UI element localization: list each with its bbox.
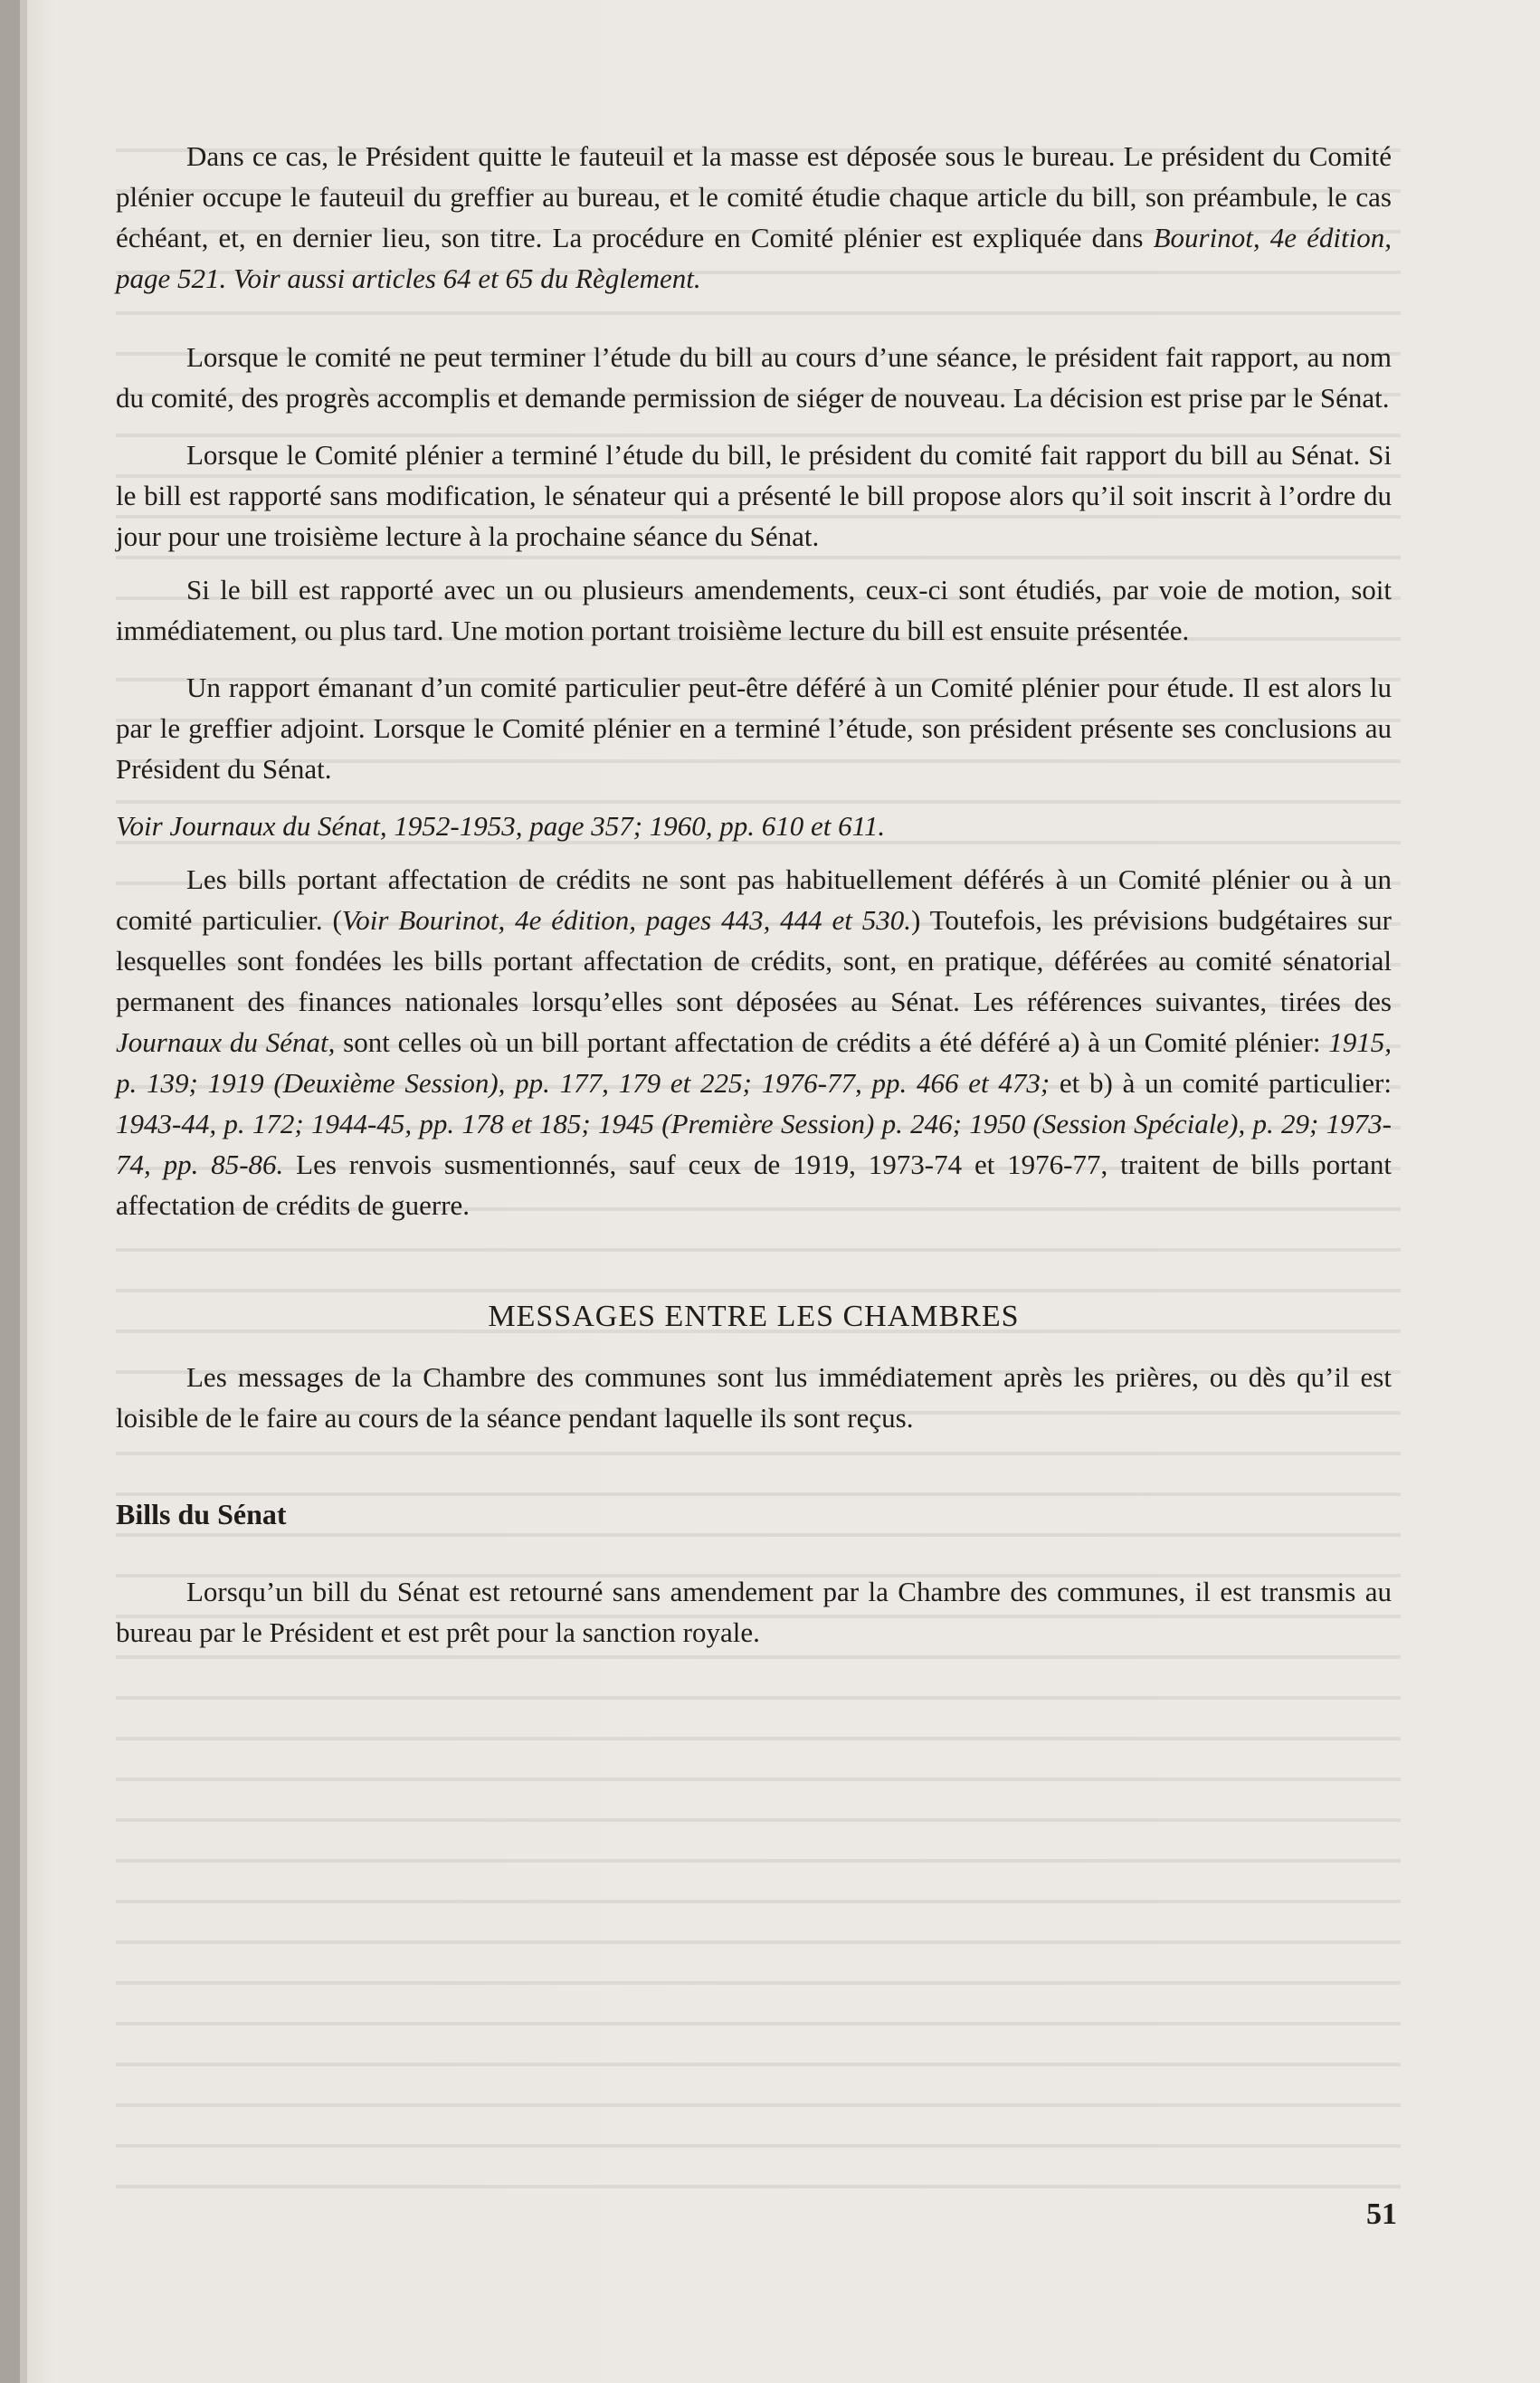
paragraph-3: Lorsque le Comité plénier a terminé l’étude du bill, le président du comité fait rapport du bill au Sénat. Si le bill est rapporté sans modification, le sénateur qui a présenté le bill propose alors qu’il soit inscrit à l’ordre du jour pour une troisième lecture à la prochaine séance du Sénat. [116, 439, 1392, 552]
book-gutter-shadow [20, 0, 27, 2383]
page-number: 51 [1366, 2197, 1397, 2231]
paragraph-1: Dans ce cas, le Président quitte le fauteuil et la masse est déposée sous le bureau. Le président du Comité plénier occupe le fauteuil du greffier au bureau, et le comité étudie chaque article du bill, son préambule, le cas échéant, et, en dernier lieu, son titre. La procédure en Comité plénier est expliquée dans Bourinot, 4e édition, page 521. Voir aussi articles 64 et 65 du Règlement. [116, 140, 1392, 294]
subheading-bills-du-senat: Bills du Sénat [116, 1498, 287, 1530]
paragraph-5: Un rapport émanant d’un comité particulier peut-être déféré à un Comité plénier pour étude. Il est alors lu par le greffier adjoint. Lorsque le Comité plénier en a terminé l’étude, son président présente ses conclusions au Président du Sénat. [116, 672, 1392, 785]
paragraph-8: Les messages de la Chambre des communes sont lus immédiatement après les prières, ou dès qu’il est loisible de le faire au cours de la séance pendant laquelle ils sont reçus. [116, 1361, 1392, 1434]
page-body [116, 136, 1392, 1653]
paragraph-9: Lorsqu’un bill du Sénat est retourné sans amendement par la Chambre des communes, il est transmis au bureau par le Président et est prêt pour la sanction royale. [116, 1576, 1392, 1648]
paragraph-7: Les bills portant affectation de crédits ne sont pas habituellement déférés à un Comité plénier ou à un comité particulier. (Voir Bourinot, 4e édition, pages 443, 444 et 530.) Toutefois, les prévisions budgétaires sur lesquelles sont fondées les bills portant affectation de crédits, sont, en pratique, déférées au comité sénatorial permanent des finances nationales lorsqu’elles sont déposées au Sénat. Les références suivantes, tirées des Journaux du Sénat, sont celles où un bill portant affectation de crédits a été déféré a) à un Comité plénier: 1915, p. 139; 1919 (Deuxième Session), pp. 177, 179 et 225; 1976-77, pp. 466 et 473; et b) à un comité particulier: 1943-44, p. 172; 1944-45, pp. 178 et 185; 1945 (Première Session) p. 246; 1950 (Session Spéciale), p. 29; 1973-74, pp. 85-86. Les renvois susmentionnés, sauf ceux de 1919, 1973-74 et 1976-77, traitent de bills portant affectation de crédits de guerre. [116, 863, 1392, 1221]
paragraph-4: Si le bill est rapporté avec un ou plusieurs amendements, ceux-ci sont étudiés, par voie de motion, soit immédiatement, ou plus tard. Une motion portant troisième lecture du bill est ensuite présentée. [116, 574, 1392, 646]
citation-journaux: Voir Journaux du Sénat, 1952-1953, page 357; 1960, pp. 610 et 611. [116, 810, 886, 842]
paragraph-2: Lorsque le comité ne peut terminer l’étude du bill au cours d’une séance, le président fait rapport, au nom du comité, des progrès accomplis et demande permission de siéger de nouveau. La décision est prise par le Sénat. [116, 341, 1392, 414]
book-spine-edge [0, 0, 20, 2383]
section-heading-messages: MESSAGES ENTRE LES CHAMBRES [488, 1300, 1020, 1333]
